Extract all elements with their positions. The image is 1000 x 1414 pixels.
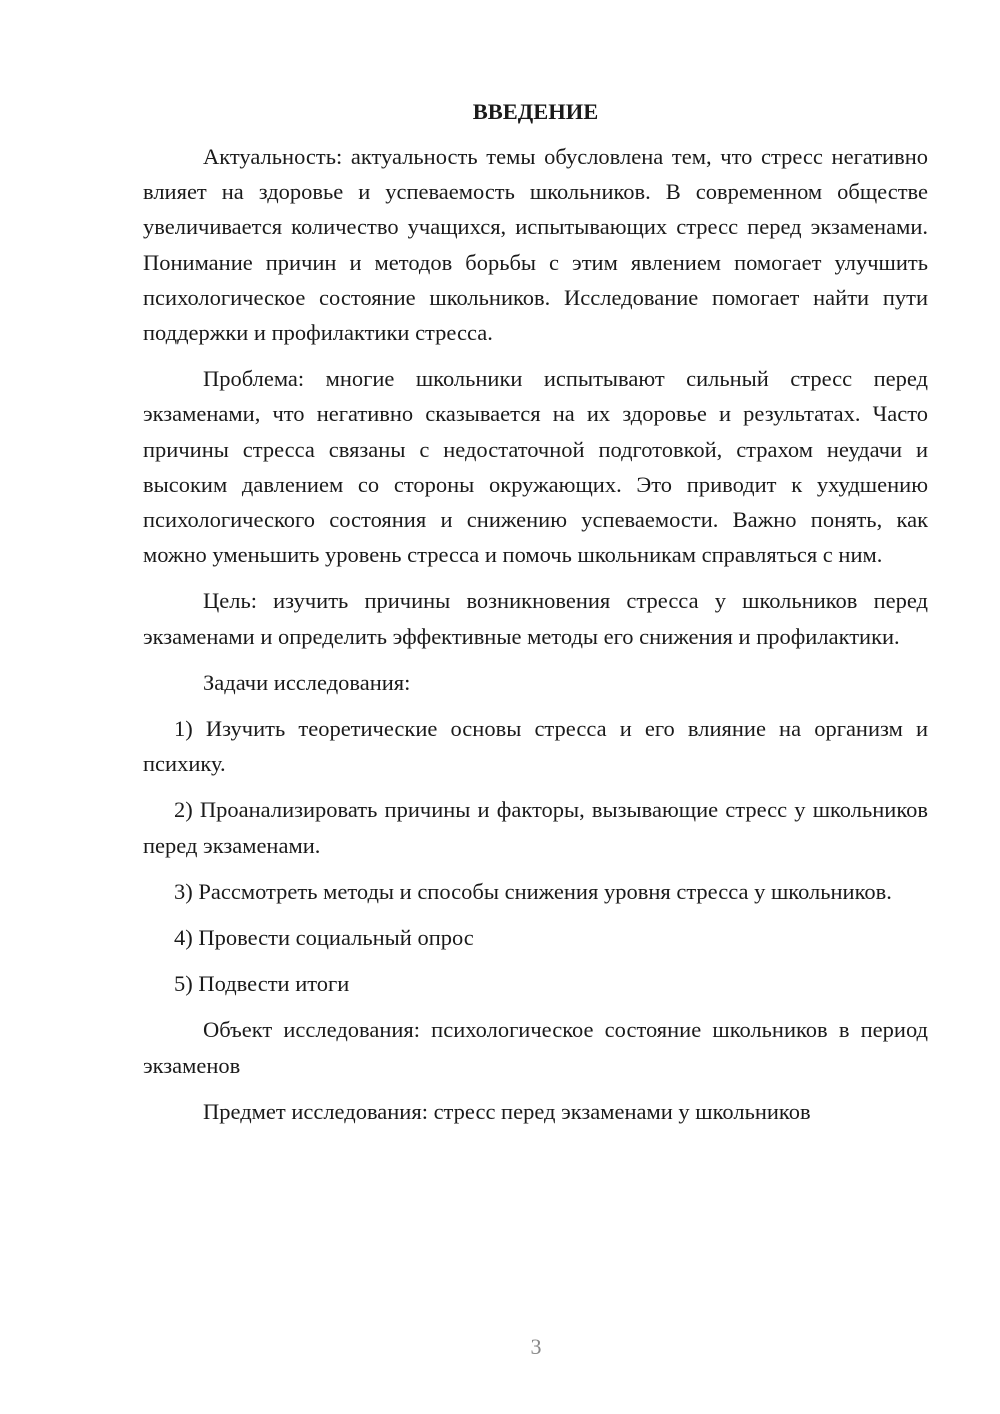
task-item-4: 4) Провести социальный опрос: [174, 925, 474, 951]
goal-paragraph: Цель: изучить причины возникновения стресса у школьников перед экзаменами и определить эффективные методы его снижения и профилактики.: [143, 588, 928, 649]
section-title: ВВЕДЕНИЕ: [472, 99, 599, 124]
task-item-1: 1) Изучить теоретические основы стресса и его влияние на организм и психику.: [143, 716, 928, 777]
object-paragraph: Объект исследования: психологическое состояние школьников в период экзаменов: [143, 1017, 928, 1078]
task-item-5: 5) Подвести итоги: [174, 971, 350, 997]
document-body: [143, 94, 928, 1140]
tasks-heading: Задачи исследования:: [203, 669, 411, 695]
task-item-2: 2) Проанализировать причины и факторы, вызывающие стресс у школьников перед экзаменами.: [143, 797, 928, 858]
subject-paragraph: Предмет исследования: стресс перед экзаменами у школьников: [203, 1098, 811, 1124]
page-number: 3: [530, 1334, 542, 1359]
task-item-3: 3) Рассмотреть методы и способы снижения уровня стресса у школьников.: [174, 878, 892, 904]
relevance-paragraph: Актуальность: актуальность темы обусловлена тем, что стресс негативно влияет на здоровье и успеваемость школьников. В современном обществе увеличивается количество учащихся, испытывающих стресс перед экзаменами. Понимание причин и методов борьбы с этим явлением помогает улучшить психологическое состояние школьников. Исследование помогает найти пути поддержки и профилактики стресса.: [143, 144, 928, 346]
problem-paragraph: Проблема: многие школьники испытывают сильный стресс перед экзаменами, что негативно сказывается на их здоровье и результатах. Часто причины стресса связаны с недостаточной подготовкой, страхом неудачи и высоким давлением со стороны окружающих. Это приводит к ухудшению психологического состояния и снижению успеваемости. Важно понять, как можно уменьшить уровень стресса и помочь школьникам справляться с ним.: [143, 366, 928, 568]
